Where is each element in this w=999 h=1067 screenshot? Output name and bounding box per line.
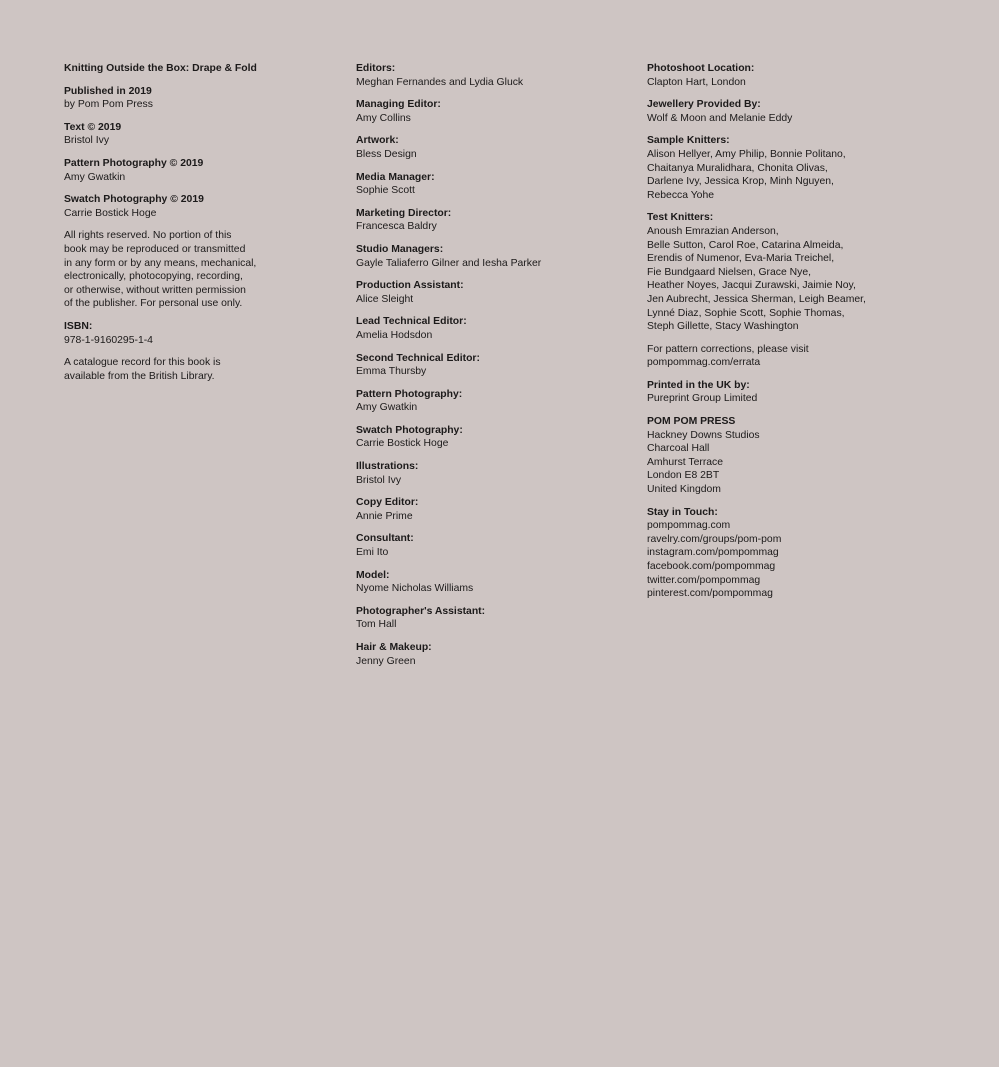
credit-label: Hair & Makeup:	[356, 642, 432, 653]
credit-hair-makeup	[356, 641, 626, 668]
isbn-label: ISBN:	[64, 320, 93, 332]
credit-label: Consultant:	[356, 533, 414, 545]
published-block	[64, 85, 294, 112]
knitter-line: Lynné Diaz, Sophie Scott, Sophie Thomas,	[647, 307, 845, 319]
credit-value: Bless Design	[356, 148, 417, 160]
knitter-line: Rebecca Yohe	[647, 189, 715, 201]
address-line: Hackney Downs Studios	[647, 429, 760, 441]
address-line: Charcoal Hall	[647, 443, 710, 455]
publisher-name-heading: POM POM PRESS	[647, 416, 736, 428]
contact-link: ravelry.com/groups/pom-pom	[647, 533, 782, 545]
knitter-line: Darlene Ivy, Jessica Krop, Minh Nguyen,	[647, 176, 834, 188]
credit-label: Printed in the UK by:	[647, 379, 750, 391]
knitter-line: Fie Bundgaard Nielsen, Grace Nye,	[647, 266, 812, 278]
credit-label: Photoshoot Location:	[647, 63, 755, 74]
contact-link: facebook.com/pompommag	[647, 561, 776, 572]
credit-label: Swatch Photography:	[356, 424, 463, 436]
credit-studio-managers	[356, 243, 626, 270]
credit-production-assistant	[356, 279, 626, 306]
address-line: Amhurst Terrace	[647, 456, 724, 468]
credit-label: Photographer's Assistant:	[356, 605, 486, 617]
book-title-block	[64, 62, 294, 76]
credit-value: Gayle Taliaferro Gilner and Iesha Parker	[356, 257, 542, 269]
credit-value: Bristol Ivy	[356, 474, 402, 486]
corrections-text: For pattern corrections, please visit	[647, 343, 809, 355]
credit-label: Production Assistant:	[356, 280, 464, 292]
printer-name: Pureprint Group Limited	[647, 393, 758, 405]
credit-pattern-photography	[356, 388, 626, 415]
catalogue-line: available from the British Library.	[64, 370, 215, 382]
test-knitters-block	[647, 211, 947, 333]
credit-artwork	[356, 134, 626, 161]
errata-url: pompommag.com/errata	[647, 357, 761, 369]
address-line: United Kingdom	[647, 484, 721, 496]
credit-label: Artwork:	[356, 135, 399, 147]
credit-value: Carrie Bostick Hoge	[356, 438, 449, 450]
credit-consultant	[356, 532, 626, 559]
knitter-line: Alison Hellyer, Amy Philip, Bonnie Politano,	[647, 148, 846, 160]
swatch-photo-copyright-block	[64, 193, 294, 220]
knitter-line: Erendis of Numenor, Eva-Maria Treichel,	[647, 253, 835, 265]
swatch-photographer: Carrie Bostick Hoge	[64, 207, 157, 219]
text-copyright-label: Text © 2019	[64, 121, 122, 133]
credit-value: Amy Collins	[356, 112, 411, 124]
pattern-corrections	[647, 343, 947, 370]
isbn-number: 978-1-9160295-1-4	[64, 334, 153, 346]
rights-line: or otherwise, without written permission	[64, 284, 246, 296]
contact-link: pompommag.com	[647, 520, 731, 532]
rights-line: in any form or by any means, mechanical,	[64, 257, 257, 269]
knitter-line: Jen Aubrecht, Jessica Sherman, Leigh Beamer,	[647, 293, 866, 305]
credit-label: Second Technical Editor:	[356, 352, 480, 364]
credit-value: Alice Sleight	[356, 293, 414, 305]
pattern-photo-copyright-label: Pattern Photography © 2019	[64, 157, 204, 169]
swatch-photo-copyright-label: Swatch Photography © 2019	[64, 194, 204, 206]
printer-block	[647, 379, 947, 406]
credit-model	[356, 569, 626, 596]
text-author: Bristol Ivy	[64, 135, 110, 147]
credit-illustrations	[356, 460, 626, 487]
knitter-line: Anoush Emrazian Anderson,	[647, 225, 779, 237]
credit-second-tech-editor	[356, 352, 626, 379]
credit-lead-tech-editor	[356, 315, 626, 342]
book-title: Knitting Outside the Box: Drape & Fold	[64, 63, 257, 74]
credit-label: Lead Technical Editor:	[356, 316, 467, 328]
credit-label: Media Manager:	[356, 171, 435, 183]
stay-in-touch-block	[647, 506, 947, 601]
credit-value: Annie Prime	[356, 510, 413, 522]
jewellery-block	[647, 98, 947, 125]
credit-label: Stay in Touch:	[647, 506, 718, 518]
publisher-name: by Pom Pom Press	[64, 99, 153, 111]
credit-value: Wolf & Moon and Melanie Eddy	[647, 112, 793, 124]
credit-label: Sample Knitters:	[647, 135, 730, 147]
credit-value: Tom Hall	[356, 619, 397, 631]
knitter-line: Heather Noyes, Jacqui Zurawski, Jaimie Noy,	[647, 280, 856, 292]
credit-label: Jewellery Provided By:	[647, 99, 761, 111]
catalogue-record	[64, 356, 294, 383]
contact-link: pinterest.com/pompommag	[647, 588, 773, 600]
rights-line: of the publisher. For personal use only.	[64, 298, 243, 310]
credit-value: Nyome Nicholas Williams	[356, 583, 474, 595]
credit-value: Jenny Green	[356, 655, 416, 667]
rights-line: book may be reproduced or transmitted	[64, 243, 246, 255]
pattern-photographer: Amy Gwatkin	[64, 171, 126, 183]
knitter-line: Chaitanya Muralidhara, Chonita Olivas,	[647, 162, 828, 174]
credit-photographers-assistant	[356, 605, 626, 632]
pattern-photo-copyright-block	[64, 157, 294, 184]
sample-knitters-block	[647, 134, 947, 202]
column-publication-info	[64, 62, 294, 392]
credit-copy-editor	[356, 496, 626, 523]
credit-label: Copy Editor:	[356, 497, 419, 509]
address-line: London E8 2BT	[647, 470, 720, 482]
credit-value: Meghan Fernandes and Lydia Gluck	[356, 76, 524, 88]
knitter-line: Belle Sutton, Carol Roe, Catarina Almeida,	[647, 239, 844, 251]
rights-statement	[64, 229, 294, 311]
column-credits	[356, 62, 626, 677]
credit-value: Amy Gwatkin	[356, 402, 418, 414]
catalogue-line: A catalogue record for this book is	[64, 357, 221, 369]
credit-value: Emma Thursby	[356, 366, 427, 378]
credit-label: Editors:	[356, 63, 396, 74]
credit-label: Studio Managers:	[356, 243, 444, 255]
credit-value: Clapton Hart, London	[647, 76, 746, 88]
credit-value: Francesca Baldry	[356, 221, 437, 233]
credit-value: Amelia Hodsdon	[356, 329, 433, 341]
credit-value: Sophie Scott	[356, 185, 415, 197]
credit-label: Test Knitters:	[647, 212, 714, 224]
credit-editors	[356, 62, 626, 89]
rights-line: All rights reserved. No portion of this	[64, 230, 232, 242]
credit-marketing-director	[356, 207, 626, 234]
isbn-block	[64, 320, 294, 347]
published-label: Published in 2019	[64, 85, 152, 97]
contact-link: instagram.com/pompommag	[647, 547, 779, 559]
publisher-address-block	[647, 415, 947, 497]
text-copyright-block	[64, 121, 294, 148]
credit-label: Marketing Director:	[356, 207, 452, 219]
credit-label: Model:	[356, 569, 390, 581]
photoshoot-location-block	[647, 62, 947, 89]
credit-media-manager	[356, 171, 626, 198]
contact-link: twitter.com/pompommag	[647, 574, 761, 586]
credit-swatch-photography	[356, 424, 626, 451]
credit-label: Managing Editor:	[356, 99, 441, 111]
rights-line: electronically, photocopying, recording,	[64, 271, 243, 283]
credit-label: Illustrations:	[356, 461, 419, 473]
knitter-line: Steph Gillette, Stacy Washington	[647, 321, 799, 333]
credit-label: Pattern Photography:	[356, 388, 463, 400]
credit-value: Emi Ito	[356, 547, 389, 559]
column-contributors-contact	[647, 62, 947, 610]
credit-managing-editor	[356, 98, 626, 125]
